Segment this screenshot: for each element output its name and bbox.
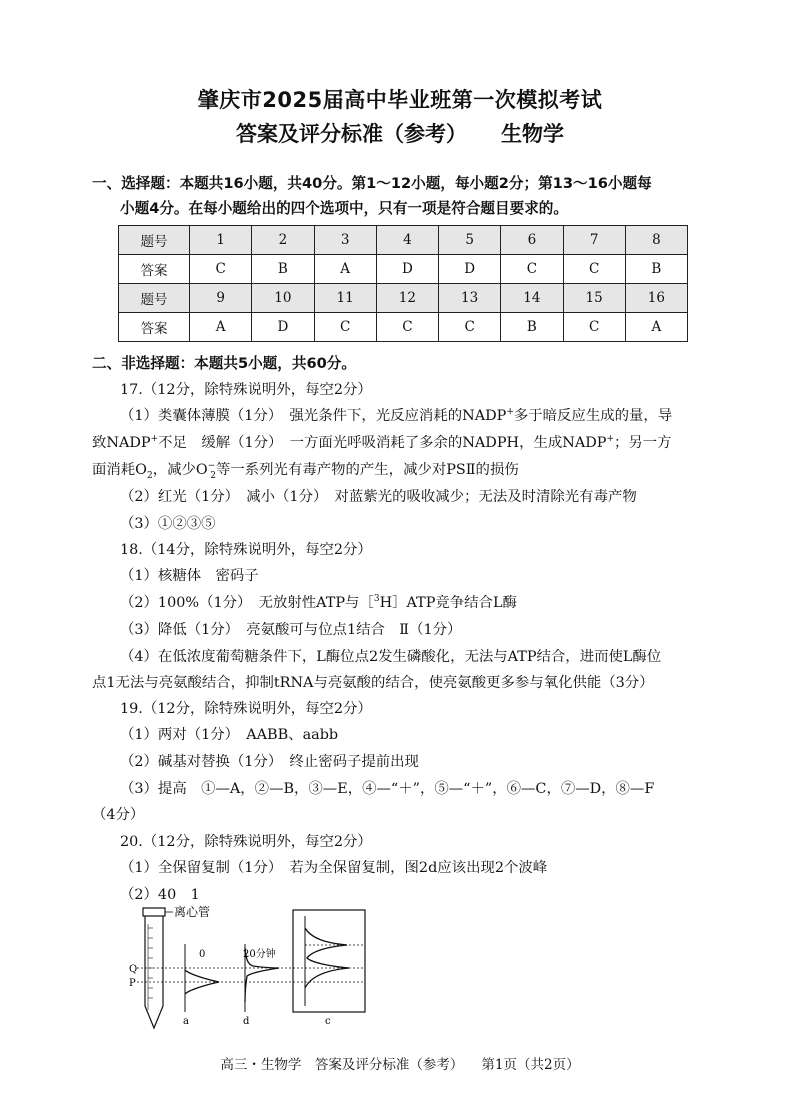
label-time-0: 0 — [199, 949, 206, 960]
page-subtitle — [0, 118, 800, 148]
q17-answer-1-line3: 面消耗$O_2$，减少$O^-_2$等一系列光有毒产物的产生，减少对PSⅡ的损伤 — [92, 461, 519, 481]
question-number: 9 — [190, 284, 252, 313]
row-label-answer: 答案 — [119, 255, 190, 284]
section1-heading-line1: 一、选择题：本题共16小题，共40分。第1～12小题，每小题2分；第13～16小题每 — [92, 175, 652, 192]
page-footer — [0, 1053, 800, 1073]
q17-answer-2: （2）红光（1分） 减小（1分） 对蓝紫光的吸收减少；无法及时清除光有毒产物 — [120, 489, 637, 505]
q19-answer-3: （3）提高 ①—A，②—B，③—E，④—“＋”，⑤—“＋”，⑥—C，⑦—D，⑧—F — [120, 781, 655, 797]
q20-answer-1: （1）全保留复制（1分） 若为全保留复制，图2d应该出现2个波峰 — [120, 860, 548, 876]
answer-cell: C — [563, 313, 625, 342]
answer-cell: A — [314, 255, 376, 284]
question-number: 2 — [252, 226, 314, 255]
table-row-answers-1 — [119, 255, 688, 284]
answer-cell: D — [439, 255, 501, 284]
answer-cell: C — [563, 255, 625, 284]
footer-page-number: 第1页（共2页） — [481, 1057, 580, 1073]
answer-cell: B — [252, 255, 314, 284]
answer-cell: C — [501, 255, 563, 284]
q20-heading: 20.（12分，除特殊说明外，每空2分） — [120, 834, 372, 850]
question-number: 6 — [501, 226, 563, 255]
label-time-20: 20分钟 — [243, 949, 276, 960]
table-row-answers-2 — [119, 313, 688, 342]
q17-heading: 17.（12分，除特殊说明外，每空2分） — [120, 382, 372, 398]
row-label-question: 题号 — [119, 284, 190, 313]
centrifuge-figure — [115, 902, 375, 1034]
q19-answer-3-score: （4分） — [92, 807, 145, 823]
label-c: c — [325, 1016, 331, 1027]
question-number: 11 — [314, 284, 376, 313]
subtitle-answer-key: 答案及评分标准（参考） — [236, 122, 467, 146]
answer-table — [118, 225, 688, 342]
q19-answer-1: （1）两对（1分） AABB、aabb — [120, 727, 339, 743]
answer-cell: D — [376, 255, 438, 284]
row-label-answer: 答案 — [119, 313, 190, 342]
answer-cell: C — [439, 313, 501, 342]
q17-answer-1-line1: （1）类囊体薄膜（1分） 强光条件下，光反应消耗的NADP+多于暗反应生成的量，导 — [120, 407, 673, 424]
footer-document-name: 高三・生物学 答案及评分标准（参考） — [220, 1057, 464, 1073]
q20-answer-2: （2）40 1 — [120, 887, 200, 903]
q17-answer-3: （3）①②③⑤ — [120, 516, 216, 532]
row-label-question: 题号 — [119, 226, 190, 255]
answer-cell: C — [190, 255, 252, 284]
question-number: 3 — [314, 226, 376, 255]
label-a: a — [183, 1016, 189, 1027]
question-number: 1 — [190, 226, 252, 255]
label-p: P — [129, 978, 136, 989]
tube-label: 离心管 — [174, 905, 211, 919]
page-title: 肇庆市2025届高中毕业班第一次模拟考试 — [197, 88, 603, 112]
question-number: 10 — [252, 284, 314, 313]
answer-cell: C — [376, 313, 438, 342]
answer-cell: B — [625, 255, 687, 284]
section2-heading: 二、非选择题：本题共5小题，共60分。 — [92, 355, 356, 372]
question-number: 13 — [439, 284, 501, 313]
question-number: 7 — [563, 226, 625, 255]
q18-answer-4-line2: 点1无法与亮氨酸结合，抑制tRNA与亮氨酸的结合，使亮氨酸更多参与氧化供能（3分） — [92, 675, 654, 691]
section1-heading-line2: 小题4分。在每小题给出的四个选项中，只有一项是符合题目要求的。 — [120, 200, 568, 217]
q19-heading: 19.（12分，除特殊说明外，每空2分） — [120, 701, 372, 717]
q17-answer-1-line2: 致NADP+不足 缓解（1分） 一方面光呼吸消耗了多余的NADPH，生成NADP+；另一方 — [92, 434, 672, 451]
answer-cell: A — [190, 313, 252, 342]
q18-answer-2: （2）100%（1分） 无放射性ATP与［$^3$H］ATP竞争结合L酶 — [120, 594, 517, 611]
q18-answer-3: （3）降低（1分） 亮氨酸可与位点1结合 Ⅱ（1分） — [120, 622, 462, 638]
question-number: 15 — [563, 284, 625, 313]
question-number: 12 — [376, 284, 438, 313]
question-number: 14 — [501, 284, 563, 313]
subtitle-subject: 生物学 — [501, 122, 564, 146]
answer-cell: A — [625, 313, 687, 342]
q18-answer-4-line1: （4）在低浓度葡萄糖条件下，L酶位点2发生磷酸化，无法与ATP结合，进而使L酶位 — [120, 649, 662, 665]
table-row-numbers-1 — [119, 226, 688, 255]
answer-cell: B — [501, 313, 563, 342]
question-number: 8 — [625, 226, 687, 255]
answer-cell: C — [314, 313, 376, 342]
question-number: 16 — [625, 284, 687, 313]
label-d: d — [243, 1016, 250, 1027]
density-curve-c — [293, 910, 365, 1012]
q18-heading: 18.（14分，除特殊说明外，每空2分） — [120, 542, 372, 558]
table-row-numbers-2 — [119, 284, 688, 313]
q18-answer-1: （1）核糖体 密码子 — [120, 568, 259, 584]
question-number: 4 — [376, 226, 438, 255]
q19-answer-2: （2）碱基对替换（1分） 终止密码子提前出现 — [120, 754, 419, 770]
question-number: 5 — [439, 226, 501, 255]
label-q: Q — [129, 964, 138, 975]
answer-cell: D — [252, 313, 314, 342]
